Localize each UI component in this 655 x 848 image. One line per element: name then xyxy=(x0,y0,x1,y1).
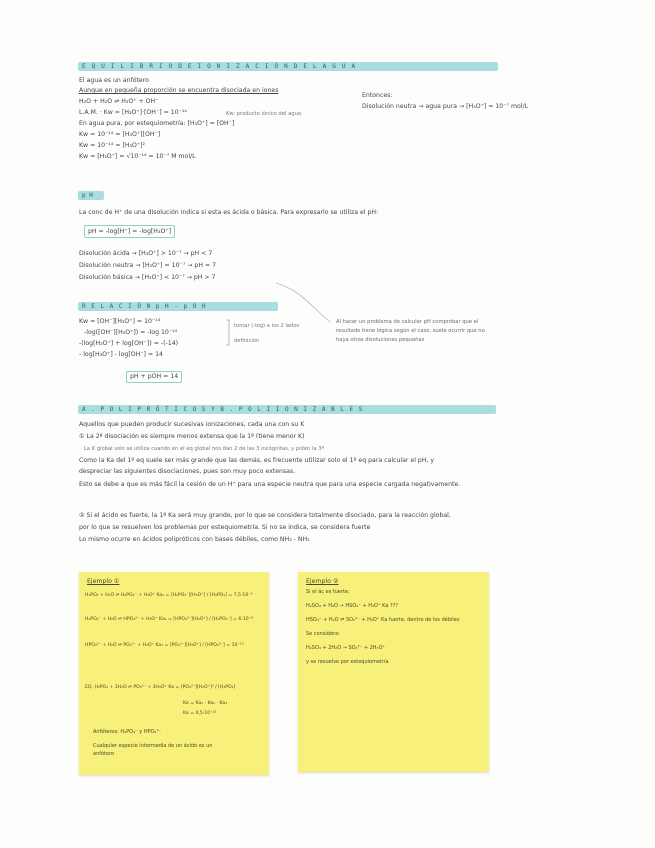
poli-line: Como la Ka del 1º eq suele ser más grande que las demás, es frecuente utilizar solo el 1º eq para calcular el pH, y xyxy=(79,457,435,464)
poli-line-2: ② Si el ácido es fuerte, la 1ª Ka será muy grande, por lo que se considera totalmente disociado, para la reacción global, xyxy=(79,512,451,519)
ejemplo-1-line: Ka = 4,5·10⁻²² xyxy=(183,711,217,716)
entonces-label: Entonces: xyxy=(362,92,393,99)
section-header-relacion: R E L A C I Ó N p H - p O H xyxy=(78,302,278,311)
ph-row: Disolución ácida → [H₃O⁺] > 10⁻⁷ → pH < 7 xyxy=(79,250,213,257)
relacion-line: -(log[H₃O⁺] + log[OH⁻]) = -(-14) xyxy=(79,340,179,347)
relacion-line: Kw = [OH⁻][H₃O⁺] = 10⁻¹⁴ xyxy=(79,318,161,325)
ejemplo-2-line: Se considera: xyxy=(306,631,340,637)
equilibrio-line: En agua pura, por estequiometría: [H₃O⁺] = [OH⁻] xyxy=(79,120,235,127)
ejemplo-2-line: H₂SO₄ + H₂O → HSO₄⁻ + H₃O⁺ Ka ??? xyxy=(306,603,398,609)
poli-line: despreciar las siguientes disociaciones, pues son muy poco extensas. xyxy=(79,468,296,475)
equilibrio-line: Aunque en pequeña proporción se encuentra disociada en iones xyxy=(79,87,279,94)
section-header-equilibrio: E Q U I L I B R I O D E I O N I Z A C I Ó N D E L A G U A xyxy=(78,62,498,71)
poli-line: La K global solo se utiliza cuando en el eq global nos dan 2 de las 3 incógnitas, y piden la 3ª xyxy=(84,446,324,452)
relacion-line: - log[H₃O⁺] - log[OH⁻] = 14 xyxy=(79,351,163,358)
ejemplo-1-line: H₂PO₄⁻ + H₂O ⇌ HPO₄²⁻ + H₃O⁺ Ka₂ = [HPO₄²⁻][H₃O⁺] / [H₂PO₄⁻] = 6·10⁻⁸ xyxy=(85,617,253,622)
equilibrio-line: El agua es un anfótero xyxy=(79,77,149,84)
section-header-ph: p H xyxy=(78,191,104,200)
ejemplo-2-line: y se resuelve por estequiometría xyxy=(306,659,389,665)
poli-line-2: Lo mismo ocurre en ácidos polipróticos con bases débiles, como NH₃ - NH₂ xyxy=(79,536,310,543)
relacion-brace-2: definición xyxy=(234,338,260,344)
ejemplo-2-title: Ejemplo ② xyxy=(306,578,339,585)
sticky-note-ejemplo-1 xyxy=(79,572,269,775)
ph-poh-result: pH + pOH = 14 xyxy=(126,371,182,383)
relacion-brace-1: tomar (-log) a los 2 lados xyxy=(234,323,300,329)
entonces-text: Disolución neutra → agua pura → [H₃O⁺] = 10⁻⁷ mol/L xyxy=(362,103,529,110)
ejemplo-1-line: H₃PO₄ + H₂O ⇌ H₂PO₄⁻ + H₃O⁺ Ka₁ = [H₂PO₄⁻][H₃O⁺] / [H₃PO₄] = 7,5·10⁻³ xyxy=(85,593,253,598)
ph-row: Disolución básica → [H₃O⁺] < 10⁻⁷ → pH > 7 xyxy=(79,274,216,281)
ph-row: Disolución neutra → [H₃O⁺] = 10⁻⁷ → pH = 7 xyxy=(79,262,217,269)
section-header-polipróticos: A . P O L I P R Ó T I C O S Y B . P O L I I O N I Z A B L E S xyxy=(78,405,496,414)
ejemplo-1-title: Ejemplo ① xyxy=(87,578,120,585)
equilibrio-line: Kw = 10⁻¹⁴ = [H₃O⁺][OH⁻] xyxy=(79,131,161,138)
equilibrio-line: L.A.M. · Kw = [H₃O⁺]·[OH⁻] = 10⁻¹⁴ xyxy=(79,109,187,116)
equilibrio-line: Kw = 10⁻¹⁴ = [H₃O⁺]² xyxy=(79,142,146,149)
ejemplo-1-line: Ka = Ka₁ · Ka₂ · Ka₃ xyxy=(183,701,228,706)
ejemplo-2-line: H₂SO₄ + 2H₂O → SO₄²⁻ + 2H₃O⁺ xyxy=(306,645,386,651)
sticky-note-ejemplo-2 xyxy=(298,572,489,772)
kw-note: Kw: producto iónico del agua xyxy=(226,111,302,117)
ejemplo-2-line: HSO₄⁻ + H₂O ⇌ SO₄²⁻ + H₃O⁺ Ka fuerte, dentro de los débiles xyxy=(306,617,460,623)
ejemplo-1-anfotero: Anfóteros: H₂PO₄⁻ y HPO₄²⁻ xyxy=(93,729,162,735)
relacion-note: Al hacer un problema de calcular pH comprobar que el resultado tiene lógica según el caso, suele ocurrir que no haya otras disoluciones pequeñas xyxy=(336,319,485,343)
ph-intro: La conc de H⁺ de una disolución indica si esta es ácida o básica. Para expresarlo se utiliza el pH: xyxy=(79,209,379,216)
ejemplo-1-line: EQ. H₃PO₄ + 3H₂O ⇌ PO₄³⁻ + 3H₃O⁺ Ka = [PO₄³⁻][H₃O⁺]³ / [H₃PO₄] xyxy=(85,685,236,690)
equilibrio-line: Kw = [H₃O⁺] = √10⁻¹⁴ = 10⁻⁷ M mol/L xyxy=(79,153,196,160)
ph-formula: pH = -log[H⁺] = -log[H₃O⁺] xyxy=(84,225,175,238)
poli-line: ① La 2ª disociación es siempre menos extensa que la 1ª (tiene menor K) xyxy=(79,433,305,440)
poli-line: Aquellos que pueden producir sucesivas ionizaciones, cada una con su K xyxy=(79,421,305,428)
ejemplo-2-line: Si el ác es fuerte: xyxy=(306,589,350,595)
ejemplo-1-warning: Cualquier especie intermedia de un ácido es un anfótero xyxy=(93,743,213,757)
equilibrio-line: H₂O + H₂O ⇌ H₃O⁺ + OH⁻ xyxy=(79,98,159,105)
poli-line-2: por lo que se resuelven los problemas por estequiometría. Si no se indica, se considera fuerte xyxy=(79,524,371,531)
relacion-line: -log([OH⁻][H₃O⁺]) = -log 10⁻¹⁴ xyxy=(84,329,178,336)
poli-line: Esto se debe a que es más fácil la cesión de un H⁺ para una especie neutra que para una especie cargada negativamente. xyxy=(79,481,461,488)
ejemplo-1-line: HPO₄²⁻ + H₂O ⇌ PO₄³⁻ + H₃O⁺ Ka₃ = [PO₄³⁻][H₃O⁺] / [HPO₄²⁻] = 10⁻¹³ xyxy=(85,643,244,648)
